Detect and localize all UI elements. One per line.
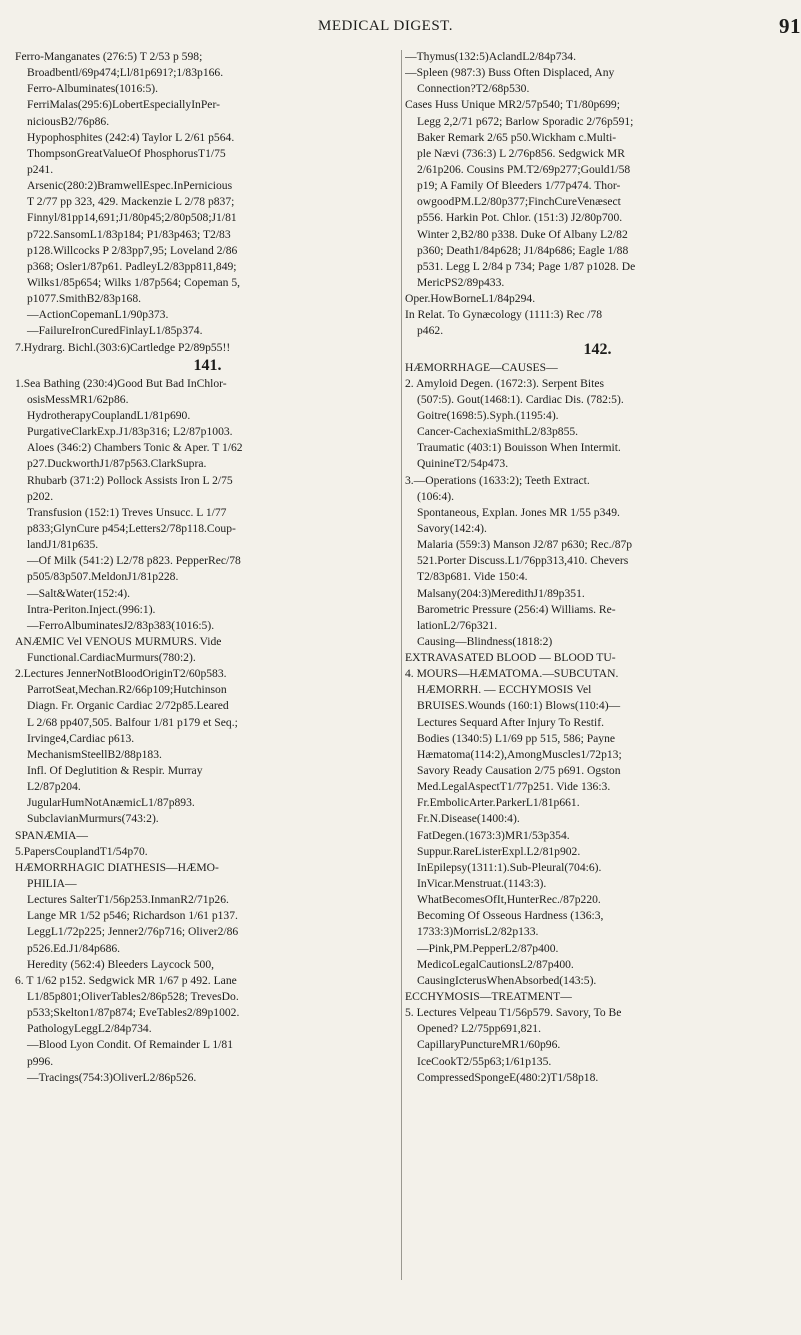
index-line: Fr.EmbolicArter.ParkerL1/81p661. bbox=[417, 796, 580, 810]
index-line: Suppur.RareListerExpl.L2/81p902. bbox=[417, 844, 581, 858]
index-line: 5.PapersCouplandT1/54p70. bbox=[15, 844, 148, 858]
index-line: Diagn. Fr. Organic Cardiac 2/72p85.Leared bbox=[27, 699, 229, 713]
index-line: 2. Amyloid Degen. (1672:3). Serpent Bites bbox=[405, 376, 605, 390]
index-line: Goitre(1698:5).Syph.(1195:4). bbox=[417, 408, 559, 422]
index-line: SPANÆMIA— bbox=[15, 828, 89, 842]
index-line: Winter 2,B2/80 p338. Duke Of Albany L2/82 bbox=[417, 227, 628, 241]
index-line: 4. MOURS—HÆMATOMA.—SUBCUTAN. bbox=[405, 667, 619, 681]
index-line: p533;Skelton1/87p874; EveTables2/89p1002. bbox=[27, 1006, 240, 1020]
index-line: Connection?T2/68p530. bbox=[417, 82, 530, 96]
index-line: Finnyl/81pp14,691;J1/80p45;2/80p508;J1/81 bbox=[27, 211, 237, 225]
index-line: p360; Death1/84p628; J1/84p686; Eagle 1/88 bbox=[417, 243, 629, 257]
index-line: (507:5). Gout(1468:1). Cardiac Dis. (782:5). bbox=[417, 392, 624, 406]
index-line: p833;GlynCure p454;Letters2/78p118.Coup- bbox=[27, 521, 236, 535]
index-line: Barometric Pressure (256:4) Williams. Re- bbox=[417, 602, 616, 616]
index-line: HÆMORRH. — ECCHYMOSIS Vel bbox=[417, 683, 592, 697]
index-line: HÆMORRHAGIC DIATHESIS—HÆMO- bbox=[15, 860, 219, 874]
index-line: —Salt&Water(152:4). bbox=[27, 586, 131, 600]
index-line: p27.DuckworthJ1/87p563.ClarkSupra. bbox=[27, 457, 207, 471]
index-line: Oper.HowBorneL1/84p294. bbox=[405, 292, 536, 306]
index-line: 6. T 1/62 p152. Sedgwick MR 1/67 p 492. Lane bbox=[15, 973, 237, 987]
index-line: p202. bbox=[27, 489, 54, 503]
page-header bbox=[0, 14, 801, 38]
section-number: 142. bbox=[583, 340, 612, 358]
index-line: Ferro-Manganates (276:5) T 2/53 p 598; bbox=[15, 50, 203, 63]
index-line: L1/85p801;OliverTables2/86p528; TrevesDo. bbox=[27, 990, 239, 1004]
index-line: PurgativeClarkExp.J1/83p316; L2/87p1003. bbox=[27, 425, 233, 439]
index-line: Arsenic(280:2)BramwellEspec.InPernicious bbox=[27, 179, 233, 193]
index-line: —Spleen (987:3) Buss Often Displaced, Any bbox=[405, 66, 615, 80]
index-line: Malaria (559:3) Manson J2/87 p630; Rec./87p bbox=[417, 538, 633, 552]
index-line: lationL2/76p321. bbox=[417, 618, 498, 632]
index-line: ParrotSeat,Mechan.R2/66p109;Hutchinson bbox=[27, 683, 227, 697]
index-line: Intra-Periton.Inject.(996:1). bbox=[27, 602, 156, 616]
index-line: CompressedSpongeE(480:2)T1/58p18. bbox=[417, 1070, 599, 1084]
index-line: MericPS2/89p433. bbox=[417, 275, 505, 289]
index-line: Causing—Blindness(1818:2) bbox=[417, 634, 553, 648]
column-divider bbox=[401, 50, 402, 1280]
section-number: 141. bbox=[193, 356, 222, 374]
index-line: CapillaryPunctureMR1/60p96. bbox=[417, 1038, 561, 1052]
index-line: MechanismSteellB2/88p183. bbox=[27, 747, 162, 761]
index-line: p19; A Family Of Bleeders 1/77p474. Thor- bbox=[417, 179, 621, 193]
index-line: T2/83p681. Vide 150:4. bbox=[417, 570, 528, 584]
index-line: In Relat. To Gynæcology (1111:3) Rec /78 bbox=[405, 308, 603, 322]
index-line: Functional.CardiacMurmurs(780:2). bbox=[27, 651, 196, 665]
index-line: —FerroAlbuminatesJ2/83p383(1016:5). bbox=[27, 618, 215, 632]
index-line: p462. bbox=[417, 324, 444, 338]
index-line: EXTRAVASATED BLOOD — BLOOD TU- bbox=[405, 651, 616, 665]
index-line: Med.LegalAspectT1/77p251. Vide 136:3. bbox=[417, 780, 611, 794]
index-line: ple Nævi (736:3) L 2/76p856. Sedgwick MR bbox=[417, 146, 625, 160]
index-line: (106:4). bbox=[417, 489, 455, 503]
index-line: ECCHYMOSIS—TREATMENT— bbox=[405, 990, 572, 1004]
index-line: Hypophosphites (242:4) Taylor L 2/61 p564. bbox=[27, 130, 235, 144]
index-line: Aloes (346:2) Chambers Tonic & Aper. T 1/62 bbox=[27, 441, 243, 455]
index-line: Cases Huss Unique MR2/57p540; T1/80p699; bbox=[405, 98, 620, 112]
index-line: Fr.N.Disease(1400:4). bbox=[417, 812, 520, 826]
index-line: Heredity (562:4) Bleeders Laycock 500, bbox=[27, 957, 215, 971]
index-line: MedicoLegalCautionsL2/87p400. bbox=[417, 957, 574, 971]
index-line: niciousB2/76p86. bbox=[27, 114, 110, 128]
index-line: ANÆMIC Vel VENOUS MURMURS. Vide bbox=[15, 634, 222, 648]
index-line: L 2/68 pp407,505. Balfour 1/81 p179 et Seq.; bbox=[27, 715, 238, 729]
index-line: Lectures Sequard After Injury To Restif. bbox=[417, 715, 604, 729]
index-line: p526.Ed.J1/84p686. bbox=[27, 941, 121, 955]
index-line: HydrotherapyCouplandL1/81p690. bbox=[27, 408, 191, 422]
index-line: Lange MR 1/52 p546; Richardson 1/61 p137. bbox=[27, 909, 238, 923]
index-line: —Thymus(132:5)AclandL2/84p734. bbox=[405, 50, 576, 63]
index-line: p241. bbox=[27, 162, 54, 176]
index-line: 2/61p206. Cousins PM.T2/69p277;Gould1/58 bbox=[417, 162, 631, 176]
index-line: p996. bbox=[27, 1054, 54, 1068]
index-line: Wilks1/85p654; Wilks 1/87p564; Copeman 5, bbox=[27, 275, 241, 289]
index-line: InVicar.Menstruat.(1143:3). bbox=[417, 877, 547, 891]
index-line: Savory(142:4). bbox=[417, 521, 487, 535]
index-line: FerriMalas(295:6)LobertEspeciallyInPer- bbox=[27, 98, 220, 112]
index-line: 521.Porter Discuss.L1/76pp313,410. Chevers bbox=[417, 554, 629, 568]
index-line: 1733:3)MorrisL2/82p133. bbox=[417, 925, 539, 939]
index-line: —Pink,PM.PepperL2/87p400. bbox=[417, 941, 559, 955]
index-line: Rhubarb (371:2) Pollock Assists Iron L 2/75 bbox=[27, 473, 233, 487]
index-line: Bodies (1340:5) L1/69 pp 515, 586; Payne bbox=[417, 731, 616, 745]
index-line: p531. Legg L 2/84 p 734; Page 1/87 p1028. De bbox=[417, 259, 636, 273]
index-line: p722.SansomL1/83p184; P1/83p463; T2/83 bbox=[27, 227, 231, 241]
index-line: WhatBecomesOfIt,HunterRec./87p220. bbox=[417, 893, 601, 907]
index-line: owgoodPM.L2/80p377;FinchCureVenæsect bbox=[417, 195, 621, 209]
index-line: BRUISES.Wounds (160:1) Blows(110:4)— bbox=[417, 699, 621, 713]
index-line: Irvinge4,Cardiac p613. bbox=[27, 731, 135, 745]
index-line: Legg 2,2/71 p672; Barlow Sporadic 2/76p591; bbox=[417, 114, 634, 128]
index-line: p128.Willcocks P 2/83pp7,95; Loveland 2/86 bbox=[27, 243, 238, 257]
index-line: Spontaneous, Explan. Jones MR 1/55 p349. bbox=[417, 505, 620, 519]
index-line: InEpilepsy(1311:1).Sub-Pleural(704:6). bbox=[417, 860, 602, 874]
index-line: Savory Ready Causation 2/75 p691. Ogston bbox=[417, 764, 621, 778]
index-line: PHILIA— bbox=[27, 877, 77, 891]
index-line: T 2/77 pp 323, 429. Mackenzie L 2/78 p837; bbox=[27, 195, 235, 209]
index-line: QuinineT2/54p473. bbox=[417, 457, 509, 471]
page-number: 91 bbox=[779, 14, 801, 38]
index-line: —ActionCopemanL1/90p373. bbox=[27, 308, 169, 322]
index-line: —FailureIronCuredFinlayL1/85p374. bbox=[27, 324, 203, 338]
left-column bbox=[15, 49, 400, 1086]
index-line: osisMessMR1/62p86. bbox=[27, 392, 129, 406]
index-line: p505/83p507.MeldonJ1/81p228. bbox=[27, 570, 179, 584]
index-line: SubclavianMurmurs(743:2). bbox=[27, 812, 159, 826]
index-line: Traumatic (403:1) Bouisson When Intermit. bbox=[417, 441, 621, 455]
index-line: LeggL1/72p225; Jenner2/76p716; Oliver2/86 bbox=[27, 925, 239, 939]
index-line: landJ1/81p635. bbox=[27, 538, 99, 552]
index-line: Becoming Of Osseous Hardness (136:3, bbox=[417, 909, 604, 923]
index-line: p556. Harkin Pot. Chlor. (151:3) J2/80p700. bbox=[417, 211, 623, 225]
index-line: CausingIcterusWhenAbsorbed(143:5). bbox=[417, 973, 597, 987]
index-line: —Of Milk (541:2) L2/78 p823. PepperRec/78 bbox=[27, 554, 241, 568]
index-line: L2/87p204. bbox=[27, 780, 81, 794]
index-line: Hæmatoma(114:2),AmongMuscles1/72p13; bbox=[417, 747, 622, 761]
index-line: Opened? L2/75pp691,821. bbox=[417, 1022, 541, 1036]
index-line: Baker Remark 2/65 p50.Wickham c.Multi- bbox=[417, 130, 617, 144]
index-line: 5. Lectures Velpeau T1/56p579. Savory, To Be bbox=[405, 1006, 622, 1020]
index-line: p368; Osler1/87p61. PadleyL2/83pp811,849; bbox=[27, 259, 237, 273]
index-line: Broadbentl/69p474;Ll/81p691?;1/83p166. bbox=[27, 66, 224, 80]
index-line: 2.Lectures JennerNotBloodOriginT2/60p583. bbox=[15, 667, 227, 681]
index-line: FatDegen.(1673:3)MR1/53p354. bbox=[417, 828, 570, 842]
index-line: IceCookT2/55p63;1/61p135. bbox=[417, 1054, 552, 1068]
index-line: p1077.SmithB2/83p168. bbox=[27, 292, 142, 306]
index-line: ThompsonGreatValueOf PhosphorusT1/75 bbox=[27, 146, 226, 160]
index-line: Transfusion (152:1) Treves Unsucc. L 1/77 bbox=[27, 505, 227, 519]
index-line: Infl. Of Deglutition & Respir. Murray bbox=[27, 764, 203, 778]
index-line: Ferro-Albuminates(1016:5). bbox=[27, 82, 159, 96]
right-column bbox=[405, 49, 790, 1086]
index-line: Cancer-CachexiaSmithL2/83p855. bbox=[417, 425, 579, 439]
index-line: —Blood Lyon Condit. Of Remainder L 1/81 bbox=[27, 1038, 233, 1052]
index-line: Lectures SalterT1/56p253.InmanR2/71p26. bbox=[27, 893, 229, 907]
index-line: HÆMORRHAGE—CAUSES— bbox=[405, 360, 558, 374]
index-line: 7.Hydrarg. Bichl.(303:6)Cartledge P2/89p55!! bbox=[15, 340, 231, 354]
running-title: MEDICAL DIGEST. bbox=[318, 18, 453, 34]
index-line: 3.—Operations (1633:2); Teeth Extract. bbox=[405, 473, 590, 487]
index-line: 1.Sea Bathing (230:4)Good But Bad InChlor- bbox=[15, 376, 227, 390]
index-line: —Tracings(754:3)OliverL2/86p526. bbox=[27, 1070, 197, 1084]
index-line: PathologyLeggL2/84p734. bbox=[27, 1022, 152, 1036]
index-line: JugularHumNotAnæmicL1/87p893. bbox=[27, 796, 195, 810]
index-line: Malsany(204:3)MeredithJ1/89p351. bbox=[417, 586, 585, 600]
